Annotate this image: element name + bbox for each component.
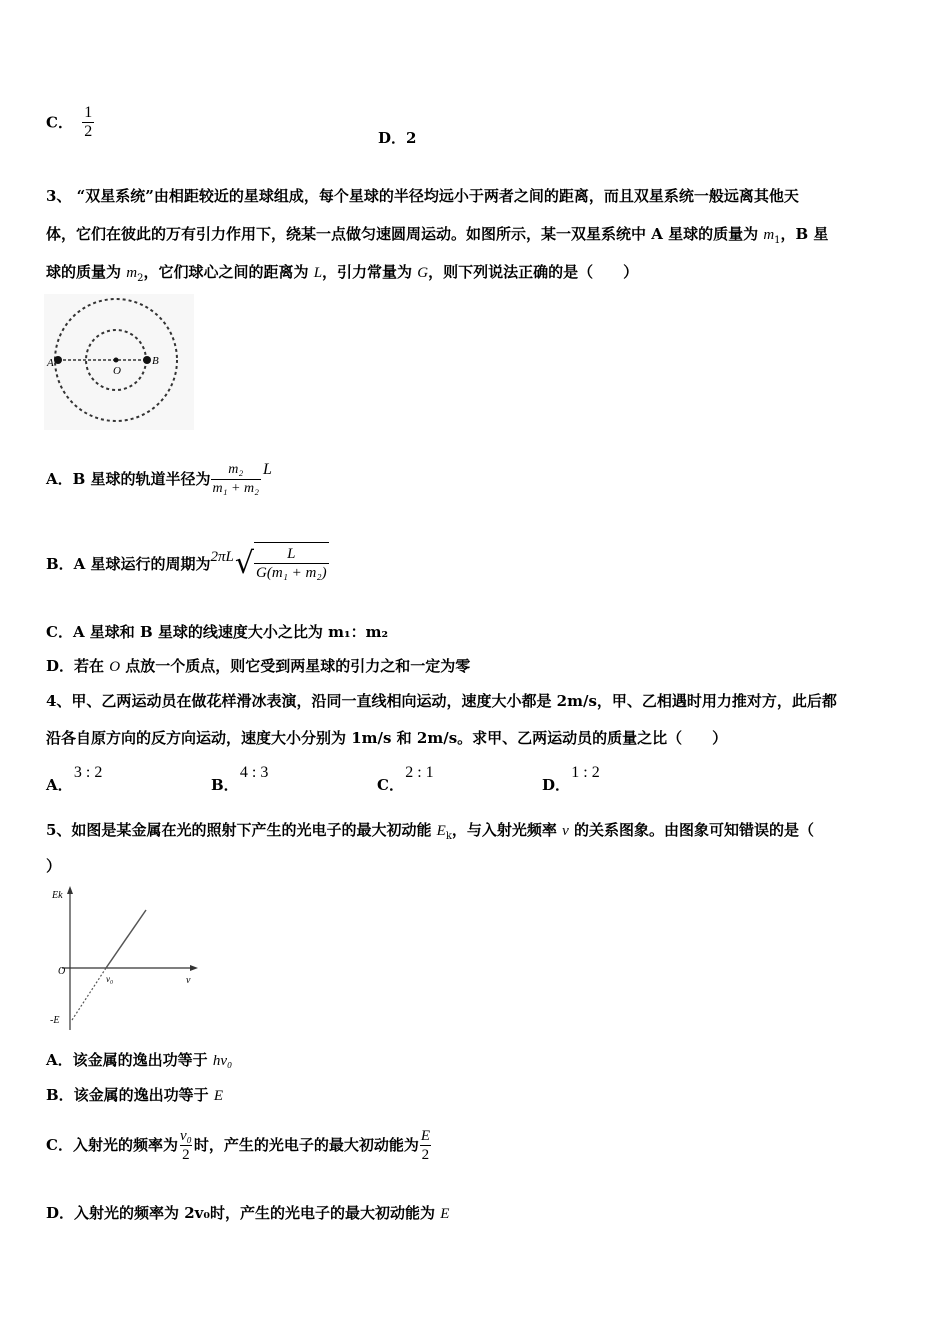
q4-option-d [542, 762, 600, 794]
q3-line-3-text-c: ，引力常量为 [322, 263, 418, 281]
q5-option-c-text-b: 时，产生的光电子的最大初动能为 [193, 1136, 419, 1154]
fraction-denominator: 2 [84, 123, 93, 140]
q5-option-c-fraction-1 [178, 1127, 194, 1164]
q4-line-1: 4、甲、乙两运动员在做花样滑冰表演，沿同一直线相向运动，速度大小都是 2m/s，甲、乙相遇时用力推对方，此后都 [46, 692, 837, 710]
fraction-denominator: 2 [182, 1146, 190, 1163]
fraction-denominator: m₁ + m₂ [212, 480, 259, 496]
fraction-denominator: 2 [421, 1146, 430, 1163]
work-function-expr: hv₀ [212, 1053, 233, 1069]
option-value: 2 : 1 [405, 764, 434, 781]
option-value: 4 : 3 [239, 764, 269, 781]
star-a [54, 356, 62, 364]
option-value: 1 : 2 [571, 764, 600, 781]
q3-line-2-tail: ，B 星 [780, 225, 829, 243]
q3-option-c: C．A 星球和 B 星球的线速度大小之比为 m₁：m₂ [46, 623, 389, 641]
q5-option-b [46, 1085, 223, 1106]
prev-option-c-fraction [82, 104, 94, 141]
label-neg-e: -E [50, 1015, 60, 1026]
label-o: O [113, 365, 121, 377]
q3-line-1: 3、 “双星系统”由相距较近的星球组成，每个星球的半径均远小于两者之间的距离，而且双星系统一般远离其他天 [46, 187, 799, 205]
var-L: L [313, 265, 323, 281]
star-b [143, 356, 151, 364]
y-axis-arrow-icon [67, 886, 73, 894]
label-ek: Ek [52, 890, 63, 901]
q3-line-3-text: 球的质量为 [46, 263, 127, 281]
q3-line-3-text-b: ，它们球心之间的距离为 [143, 263, 314, 281]
q3-line-3 [46, 262, 638, 289]
var-v: v [562, 823, 569, 839]
option-label: C． [377, 776, 404, 794]
var-m: m [126, 265, 138, 281]
sqrt-sign: √ [234, 546, 255, 581]
q3-option-b [46, 538, 329, 590]
prev-option-c [46, 104, 94, 141]
subscript: 2 [137, 273, 144, 284]
binary-star-figure [44, 294, 194, 430]
var-e: E [213, 1088, 224, 1104]
option-label: B． [211, 776, 239, 794]
q5-line-1 [46, 820, 814, 847]
q3-option-d-tail: 点放一个质点，则它受到两星球的引力之和一定为零 [120, 657, 471, 675]
q3-option-d [46, 656, 470, 677]
q3-option-d-text: D．若在 [46, 657, 110, 675]
q3-option-a-fraction [211, 461, 261, 498]
q4-line-2: 沿各自原方向的反方向运动，速度大小分别为 1m/s 和 2m/s。求甲、乙两运动员的质量之比（ ） [46, 729, 728, 747]
extrapolated-line [72, 968, 106, 1020]
subscript: k [445, 831, 452, 842]
q3-option-a-text: A．B 星球的轨道半径为 [46, 470, 211, 488]
q5-line-2: ） [46, 857, 62, 875]
q3-line-2-text: 体，它们在彼此的万有引力作用下，绕某一点做匀速圆周运动。如图所示，某一双星系统中 A 星球的质量为 [46, 225, 764, 243]
q5-option-d-text: D．入射光的频率为 2v₀时，产生的光电子的最大初动能为 [46, 1204, 441, 1222]
q4-option-a [46, 762, 103, 794]
subscript: 1 [774, 235, 781, 246]
prev-option-d: D．2 [378, 129, 417, 147]
fraction-numerator: v₀ [179, 1127, 192, 1144]
q3-option-b-fraction [254, 542, 329, 582]
fraction-numerator: E [420, 1127, 431, 1144]
label-b: B [152, 355, 159, 367]
var-o: O [109, 659, 121, 675]
q5-option-b-text: B．该金属的逸出功等于 [46, 1086, 214, 1104]
center-o [114, 358, 119, 363]
q5-option-c-text: C．入射光的频率为 [46, 1136, 178, 1154]
q3-line-2 [46, 224, 828, 251]
q5-line-1-text: 5、如图是某金属在光的照射下产生的光电子的最大初动能 [46, 821, 437, 839]
q5-option-c [46, 1122, 432, 1168]
ek-line [106, 910, 146, 968]
q3-option-a [46, 456, 272, 502]
q3-option-b-text: B．A 星球运行的周期为 [46, 555, 211, 573]
period-expression: 2πL [210, 549, 234, 565]
option-label: D． [542, 776, 571, 794]
prev-option-c-label: C． [46, 113, 73, 132]
var-G: G [417, 265, 429, 281]
fraction-numerator: 1 [84, 104, 93, 121]
var-m: m [763, 227, 775, 243]
q3-line-3-text-d: ，则下列说法正确的是（ ） [428, 263, 639, 281]
fraction-numerator: L [287, 546, 296, 562]
q5-option-d [46, 1203, 449, 1224]
q5-option-a [46, 1050, 232, 1071]
photoelectric-graph [44, 882, 204, 1032]
fraction-denominator: G(m₁ + m₂) [256, 565, 327, 581]
q4-option-c [377, 762, 434, 794]
x-axis-arrow-icon [190, 965, 198, 971]
var-e: E [436, 823, 446, 839]
var-L: L [262, 461, 272, 478]
label-origin: O [58, 966, 66, 977]
q5-line-1-text-c: 的关系图象。由图象可知错误的是（ [568, 821, 815, 839]
q5-line-1-text-b: ，与入射光频率 [451, 821, 563, 839]
q5-option-a-text: A．该金属的逸出功等于 [46, 1051, 213, 1069]
option-value: 3 : 2 [73, 764, 103, 781]
fraction-numerator: m₂ [228, 461, 244, 477]
q4-option-b [211, 762, 269, 794]
label-a: A [47, 357, 54, 369]
q5-option-c-fraction-2 [419, 1127, 432, 1164]
label-v0: v₀ [106, 974, 114, 984]
label-v: v [186, 975, 191, 986]
var-e: E [440, 1206, 450, 1222]
option-label: A． [46, 776, 73, 794]
q4-options [46, 762, 906, 796]
